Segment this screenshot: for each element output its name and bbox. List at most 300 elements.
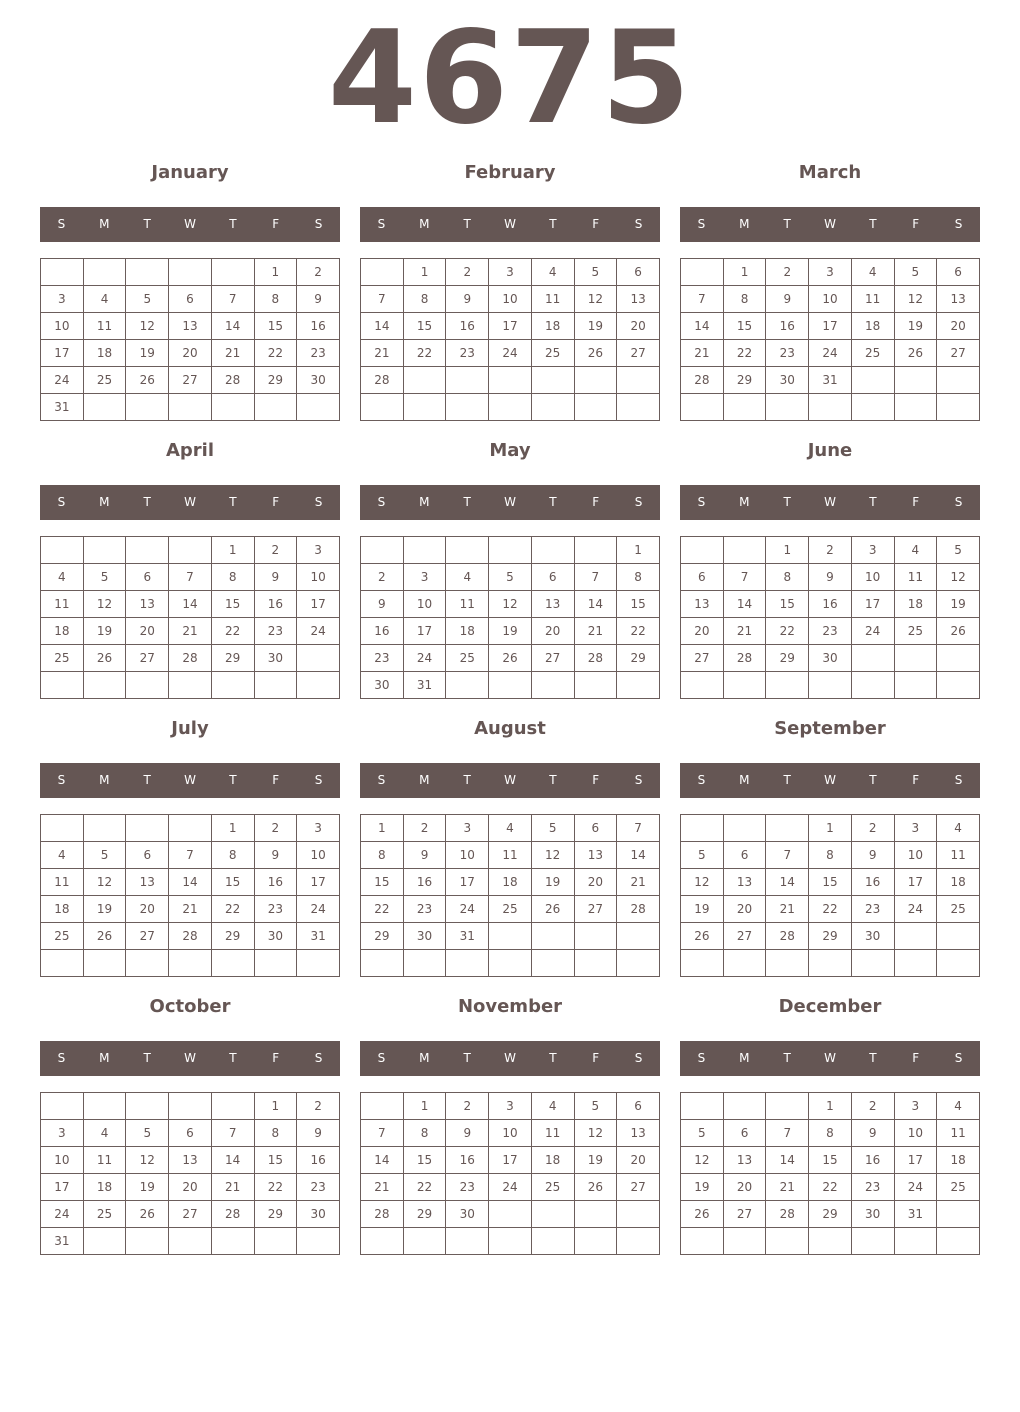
day-cell[interactable]: 20: [169, 340, 212, 367]
day-cell[interactable]: 24: [489, 1174, 532, 1201]
day-cell[interactable]: 30: [361, 672, 404, 699]
day-cell[interactable]: 9: [809, 564, 852, 591]
day-cell[interactable]: 6: [617, 1093, 660, 1120]
day-cell[interactable]: 26: [489, 645, 532, 672]
day-cell[interactable]: 9: [361, 591, 404, 618]
day-cell[interactable]: 1: [361, 815, 404, 842]
day-cell[interactable]: 14: [169, 591, 212, 618]
day-cell[interactable]: 20: [617, 313, 660, 340]
day-cell[interactable]: 24: [41, 367, 84, 394]
day-cell[interactable]: 22: [211, 896, 254, 923]
day-cell[interactable]: 27: [617, 1174, 660, 1201]
day-cell[interactable]: 26: [681, 1201, 724, 1228]
day-cell[interactable]: 3: [809, 259, 852, 286]
day-cell[interactable]: 19: [531, 869, 574, 896]
day-cell[interactable]: 22: [809, 1174, 852, 1201]
day-cell[interactable]: 21: [211, 340, 254, 367]
day-cell[interactable]: 30: [254, 923, 297, 950]
day-cell[interactable]: 8: [766, 564, 809, 591]
day-cell[interactable]: 23: [297, 1174, 340, 1201]
day-cell[interactable]: 15: [617, 591, 660, 618]
day-cell[interactable]: 17: [894, 1147, 937, 1174]
day-cell[interactable]: 22: [723, 340, 766, 367]
day-cell[interactable]: 9: [254, 842, 297, 869]
day-cell[interactable]: 12: [83, 869, 126, 896]
day-cell[interactable]: 16: [297, 1147, 340, 1174]
day-cell[interactable]: 16: [361, 618, 404, 645]
day-cell[interactable]: 31: [41, 394, 84, 421]
day-cell[interactable]: 7: [766, 842, 809, 869]
day-cell[interactable]: 9: [297, 286, 340, 313]
day-cell[interactable]: 2: [403, 815, 446, 842]
day-cell[interactable]: 28: [617, 896, 660, 923]
day-cell[interactable]: 6: [617, 259, 660, 286]
day-cell[interactable]: 8: [809, 842, 852, 869]
day-cell[interactable]: 13: [169, 1147, 212, 1174]
day-cell[interactable]: 25: [894, 618, 937, 645]
day-cell[interactable]: 10: [851, 564, 894, 591]
day-cell[interactable]: 1: [211, 815, 254, 842]
day-cell[interactable]: 29: [403, 1201, 446, 1228]
day-cell[interactable]: 20: [531, 618, 574, 645]
day-cell[interactable]: 7: [169, 564, 212, 591]
day-cell[interactable]: 10: [297, 842, 340, 869]
day-cell[interactable]: 26: [937, 618, 980, 645]
day-cell[interactable]: 15: [211, 591, 254, 618]
day-cell[interactable]: 23: [403, 896, 446, 923]
day-cell[interactable]: 18: [41, 618, 84, 645]
day-cell[interactable]: 22: [211, 618, 254, 645]
day-cell[interactable]: 11: [531, 1120, 574, 1147]
day-cell[interactable]: 21: [211, 1174, 254, 1201]
day-cell[interactable]: 30: [809, 645, 852, 672]
day-cell[interactable]: 8: [809, 1120, 852, 1147]
day-cell[interactable]: 31: [446, 923, 489, 950]
day-cell[interactable]: 25: [937, 896, 980, 923]
day-cell[interactable]: 13: [126, 869, 169, 896]
day-cell[interactable]: 15: [211, 869, 254, 896]
day-cell[interactable]: 10: [297, 564, 340, 591]
day-cell[interactable]: 8: [617, 564, 660, 591]
day-cell[interactable]: 4: [446, 564, 489, 591]
day-cell[interactable]: 12: [937, 564, 980, 591]
day-cell[interactable]: 1: [809, 1093, 852, 1120]
day-cell[interactable]: 6: [937, 259, 980, 286]
day-cell[interactable]: 14: [211, 1147, 254, 1174]
day-cell[interactable]: 5: [83, 564, 126, 591]
day-cell[interactable]: 11: [894, 564, 937, 591]
day-cell[interactable]: 24: [894, 896, 937, 923]
day-cell[interactable]: 3: [489, 259, 532, 286]
day-cell[interactable]: 20: [574, 869, 617, 896]
day-cell[interactable]: 13: [531, 591, 574, 618]
day-cell[interactable]: 16: [403, 869, 446, 896]
day-cell[interactable]: 24: [41, 1201, 84, 1228]
day-cell[interactable]: 23: [361, 645, 404, 672]
day-cell[interactable]: 18: [531, 313, 574, 340]
day-cell[interactable]: 21: [169, 618, 212, 645]
day-cell[interactable]: 30: [851, 923, 894, 950]
day-cell[interactable]: 14: [766, 1147, 809, 1174]
day-cell[interactable]: 23: [446, 340, 489, 367]
day-cell[interactable]: 18: [851, 313, 894, 340]
day-cell[interactable]: 7: [723, 564, 766, 591]
day-cell[interactable]: 8: [403, 286, 446, 313]
day-cell[interactable]: 11: [531, 286, 574, 313]
day-cell[interactable]: 17: [446, 869, 489, 896]
day-cell[interactable]: 8: [254, 1120, 297, 1147]
day-cell[interactable]: 15: [766, 591, 809, 618]
day-cell[interactable]: 20: [126, 618, 169, 645]
day-cell[interactable]: 28: [681, 367, 724, 394]
day-cell[interactable]: 13: [126, 591, 169, 618]
day-cell[interactable]: 22: [766, 618, 809, 645]
day-cell[interactable]: 16: [446, 1147, 489, 1174]
day-cell[interactable]: 21: [681, 340, 724, 367]
day-cell[interactable]: 30: [766, 367, 809, 394]
day-cell[interactable]: 2: [851, 1093, 894, 1120]
day-cell[interactable]: 31: [41, 1228, 84, 1255]
day-cell[interactable]: 7: [211, 286, 254, 313]
day-cell[interactable]: 10: [41, 313, 84, 340]
day-cell[interactable]: 9: [446, 286, 489, 313]
day-cell[interactable]: 23: [254, 896, 297, 923]
day-cell[interactable]: 19: [126, 340, 169, 367]
day-cell[interactable]: 22: [254, 340, 297, 367]
day-cell[interactable]: 25: [937, 1174, 980, 1201]
day-cell[interactable]: 31: [297, 923, 340, 950]
day-cell[interactable]: 27: [723, 1201, 766, 1228]
day-cell[interactable]: 28: [766, 1201, 809, 1228]
day-cell[interactable]: 9: [766, 286, 809, 313]
day-cell[interactable]: 10: [41, 1147, 84, 1174]
day-cell[interactable]: 9: [446, 1120, 489, 1147]
day-cell[interactable]: 14: [361, 1147, 404, 1174]
day-cell[interactable]: 7: [766, 1120, 809, 1147]
day-cell[interactable]: 18: [446, 618, 489, 645]
day-cell[interactable]: 29: [809, 1201, 852, 1228]
day-cell[interactable]: 13: [937, 286, 980, 313]
day-cell[interactable]: 3: [446, 815, 489, 842]
day-cell[interactable]: 28: [574, 645, 617, 672]
day-cell[interactable]: 14: [211, 313, 254, 340]
day-cell[interactable]: 22: [361, 896, 404, 923]
day-cell[interactable]: 26: [894, 340, 937, 367]
day-cell[interactable]: 12: [681, 1147, 724, 1174]
day-cell[interactable]: 4: [937, 1093, 980, 1120]
day-cell[interactable]: 8: [361, 842, 404, 869]
day-cell[interactable]: 26: [83, 645, 126, 672]
day-cell[interactable]: 25: [41, 645, 84, 672]
day-cell[interactable]: 15: [809, 1147, 852, 1174]
day-cell[interactable]: 27: [574, 896, 617, 923]
day-cell[interactable]: 20: [723, 896, 766, 923]
day-cell[interactable]: 30: [254, 645, 297, 672]
day-cell[interactable]: 25: [489, 896, 532, 923]
day-cell[interactable]: 31: [403, 672, 446, 699]
day-cell[interactable]: 4: [937, 815, 980, 842]
day-cell[interactable]: 23: [809, 618, 852, 645]
day-cell[interactable]: 5: [574, 259, 617, 286]
day-cell[interactable]: 23: [446, 1174, 489, 1201]
day-cell[interactable]: 11: [489, 842, 532, 869]
day-cell[interactable]: 7: [361, 1120, 404, 1147]
day-cell[interactable]: 27: [681, 645, 724, 672]
day-cell[interactable]: 2: [254, 537, 297, 564]
day-cell[interactable]: 18: [937, 1147, 980, 1174]
day-cell[interactable]: 2: [766, 259, 809, 286]
day-cell[interactable]: 17: [489, 313, 532, 340]
day-cell[interactable]: 30: [297, 1201, 340, 1228]
day-cell[interactable]: 4: [83, 1120, 126, 1147]
day-cell[interactable]: 7: [361, 286, 404, 313]
day-cell[interactable]: 5: [681, 842, 724, 869]
day-cell[interactable]: 29: [361, 923, 404, 950]
day-cell[interactable]: 11: [41, 869, 84, 896]
day-cell[interactable]: 3: [489, 1093, 532, 1120]
day-cell[interactable]: 29: [254, 367, 297, 394]
day-cell[interactable]: 26: [574, 340, 617, 367]
day-cell[interactable]: 6: [126, 842, 169, 869]
day-cell[interactable]: 4: [41, 564, 84, 591]
day-cell[interactable]: 1: [723, 259, 766, 286]
day-cell[interactable]: 2: [361, 564, 404, 591]
day-cell[interactable]: 28: [723, 645, 766, 672]
day-cell[interactable]: 12: [83, 591, 126, 618]
day-cell[interactable]: 19: [681, 1174, 724, 1201]
day-cell[interactable]: 27: [169, 1201, 212, 1228]
day-cell[interactable]: 12: [126, 1147, 169, 1174]
day-cell[interactable]: 13: [169, 313, 212, 340]
day-cell[interactable]: 21: [169, 896, 212, 923]
day-cell[interactable]: 4: [83, 286, 126, 313]
day-cell[interactable]: 24: [297, 618, 340, 645]
day-cell[interactable]: 30: [851, 1201, 894, 1228]
day-cell[interactable]: 9: [851, 1120, 894, 1147]
day-cell[interactable]: 23: [766, 340, 809, 367]
day-cell[interactable]: 13: [681, 591, 724, 618]
day-cell[interactable]: 30: [297, 367, 340, 394]
day-cell[interactable]: 16: [766, 313, 809, 340]
day-cell[interactable]: 21: [361, 340, 404, 367]
day-cell[interactable]: 9: [297, 1120, 340, 1147]
day-cell[interactable]: 13: [723, 1147, 766, 1174]
day-cell[interactable]: 25: [531, 340, 574, 367]
day-cell[interactable]: 15: [254, 1147, 297, 1174]
day-cell[interactable]: 9: [851, 842, 894, 869]
day-cell[interactable]: 24: [851, 618, 894, 645]
day-cell[interactable]: 22: [254, 1174, 297, 1201]
day-cell[interactable]: 14: [361, 313, 404, 340]
day-cell[interactable]: 31: [894, 1201, 937, 1228]
day-cell[interactable]: 15: [403, 1147, 446, 1174]
day-cell[interactable]: 14: [574, 591, 617, 618]
day-cell[interactable]: 21: [723, 618, 766, 645]
day-cell[interactable]: 29: [211, 645, 254, 672]
day-cell[interactable]: 12: [531, 842, 574, 869]
day-cell[interactable]: 6: [723, 842, 766, 869]
day-cell[interactable]: 1: [617, 537, 660, 564]
day-cell[interactable]: 7: [574, 564, 617, 591]
day-cell[interactable]: 17: [41, 1174, 84, 1201]
day-cell[interactable]: 20: [169, 1174, 212, 1201]
day-cell[interactable]: 12: [574, 1120, 617, 1147]
day-cell[interactable]: 17: [894, 869, 937, 896]
day-cell[interactable]: 3: [894, 1093, 937, 1120]
day-cell[interactable]: 12: [681, 869, 724, 896]
day-cell[interactable]: 18: [894, 591, 937, 618]
day-cell[interactable]: 16: [851, 869, 894, 896]
day-cell[interactable]: 28: [169, 923, 212, 950]
day-cell[interactable]: 1: [254, 259, 297, 286]
day-cell[interactable]: 11: [937, 842, 980, 869]
day-cell[interactable]: 28: [211, 367, 254, 394]
day-cell[interactable]: 23: [851, 896, 894, 923]
day-cell[interactable]: 1: [766, 537, 809, 564]
day-cell[interactable]: 24: [894, 1174, 937, 1201]
day-cell[interactable]: 22: [809, 896, 852, 923]
day-cell[interactable]: 23: [297, 340, 340, 367]
day-cell[interactable]: 5: [937, 537, 980, 564]
day-cell[interactable]: 16: [254, 869, 297, 896]
day-cell[interactable]: 8: [211, 564, 254, 591]
day-cell[interactable]: 24: [489, 340, 532, 367]
day-cell[interactable]: 18: [531, 1147, 574, 1174]
day-cell[interactable]: 21: [617, 869, 660, 896]
day-cell[interactable]: 2: [446, 259, 489, 286]
day-cell[interactable]: 11: [937, 1120, 980, 1147]
day-cell[interactable]: 11: [41, 591, 84, 618]
day-cell[interactable]: 28: [211, 1201, 254, 1228]
day-cell[interactable]: 5: [83, 842, 126, 869]
day-cell[interactable]: 3: [894, 815, 937, 842]
day-cell[interactable]: 26: [126, 1201, 169, 1228]
day-cell[interactable]: 14: [723, 591, 766, 618]
day-cell[interactable]: 8: [254, 286, 297, 313]
day-cell[interactable]: 5: [681, 1120, 724, 1147]
day-cell[interactable]: 10: [894, 842, 937, 869]
day-cell[interactable]: 17: [489, 1147, 532, 1174]
day-cell[interactable]: 24: [446, 896, 489, 923]
day-cell[interactable]: 19: [126, 1174, 169, 1201]
day-cell[interactable]: 7: [617, 815, 660, 842]
day-cell[interactable]: 25: [41, 923, 84, 950]
day-cell[interactable]: 8: [403, 1120, 446, 1147]
day-cell[interactable]: 27: [126, 645, 169, 672]
day-cell[interactable]: 8: [211, 842, 254, 869]
day-cell[interactable]: 18: [937, 869, 980, 896]
day-cell[interactable]: 29: [723, 367, 766, 394]
day-cell[interactable]: 29: [809, 923, 852, 950]
day-cell[interactable]: 2: [446, 1093, 489, 1120]
day-cell[interactable]: 24: [297, 896, 340, 923]
day-cell[interactable]: 30: [403, 923, 446, 950]
day-cell[interactable]: 24: [809, 340, 852, 367]
day-cell[interactable]: 29: [766, 645, 809, 672]
day-cell[interactable]: 17: [851, 591, 894, 618]
day-cell[interactable]: 22: [403, 1174, 446, 1201]
day-cell[interactable]: 1: [211, 537, 254, 564]
day-cell[interactable]: 2: [254, 815, 297, 842]
day-cell[interactable]: 25: [851, 340, 894, 367]
day-cell[interactable]: 30: [446, 1201, 489, 1228]
day-cell[interactable]: 21: [574, 618, 617, 645]
day-cell[interactable]: 4: [41, 842, 84, 869]
day-cell[interactable]: 18: [83, 1174, 126, 1201]
day-cell[interactable]: 25: [446, 645, 489, 672]
day-cell[interactable]: 7: [211, 1120, 254, 1147]
day-cell[interactable]: 19: [681, 896, 724, 923]
day-cell[interactable]: 5: [489, 564, 532, 591]
day-cell[interactable]: 29: [617, 645, 660, 672]
day-cell[interactable]: 5: [574, 1093, 617, 1120]
day-cell[interactable]: 2: [809, 537, 852, 564]
day-cell[interactable]: 6: [126, 564, 169, 591]
day-cell[interactable]: 5: [894, 259, 937, 286]
day-cell[interactable]: 14: [169, 869, 212, 896]
day-cell[interactable]: 10: [403, 591, 446, 618]
day-cell[interactable]: 6: [169, 286, 212, 313]
day-cell[interactable]: 15: [403, 313, 446, 340]
day-cell[interactable]: 13: [617, 1120, 660, 1147]
day-cell[interactable]: 23: [851, 1174, 894, 1201]
day-cell[interactable]: 5: [126, 1120, 169, 1147]
day-cell[interactable]: 13: [723, 869, 766, 896]
day-cell[interactable]: 3: [41, 1120, 84, 1147]
day-cell[interactable]: 12: [574, 286, 617, 313]
day-cell[interactable]: 20: [681, 618, 724, 645]
day-cell[interactable]: 4: [489, 815, 532, 842]
day-cell[interactable]: 6: [681, 564, 724, 591]
day-cell[interactable]: 3: [41, 286, 84, 313]
day-cell[interactable]: 28: [169, 645, 212, 672]
day-cell[interactable]: 27: [169, 367, 212, 394]
day-cell[interactable]: 6: [531, 564, 574, 591]
day-cell[interactable]: 9: [254, 564, 297, 591]
day-cell[interactable]: 25: [83, 367, 126, 394]
day-cell[interactable]: 20: [937, 313, 980, 340]
day-cell[interactable]: 3: [851, 537, 894, 564]
day-cell[interactable]: 13: [574, 842, 617, 869]
day-cell[interactable]: 25: [83, 1201, 126, 1228]
day-cell[interactable]: 4: [531, 259, 574, 286]
day-cell[interactable]: 3: [297, 537, 340, 564]
day-cell[interactable]: 19: [83, 896, 126, 923]
day-cell[interactable]: 3: [403, 564, 446, 591]
day-cell[interactable]: 1: [403, 1093, 446, 1120]
day-cell[interactable]: 21: [361, 1174, 404, 1201]
day-cell[interactable]: 8: [723, 286, 766, 313]
day-cell[interactable]: 17: [403, 618, 446, 645]
day-cell[interactable]: 28: [766, 923, 809, 950]
day-cell[interactable]: 11: [446, 591, 489, 618]
day-cell[interactable]: 17: [297, 869, 340, 896]
day-cell[interactable]: 20: [723, 1174, 766, 1201]
day-cell[interactable]: 26: [83, 923, 126, 950]
day-cell[interactable]: 2: [297, 259, 340, 286]
day-cell[interactable]: 14: [681, 313, 724, 340]
day-cell[interactable]: 4: [851, 259, 894, 286]
day-cell[interactable]: 26: [126, 367, 169, 394]
day-cell[interactable]: 27: [723, 923, 766, 950]
day-cell[interactable]: 14: [766, 869, 809, 896]
day-cell[interactable]: 1: [403, 259, 446, 286]
day-cell[interactable]: 18: [83, 340, 126, 367]
day-cell[interactable]: 11: [851, 286, 894, 313]
day-cell[interactable]: 16: [254, 591, 297, 618]
day-cell[interactable]: 29: [254, 1201, 297, 1228]
day-cell[interactable]: 1: [809, 815, 852, 842]
